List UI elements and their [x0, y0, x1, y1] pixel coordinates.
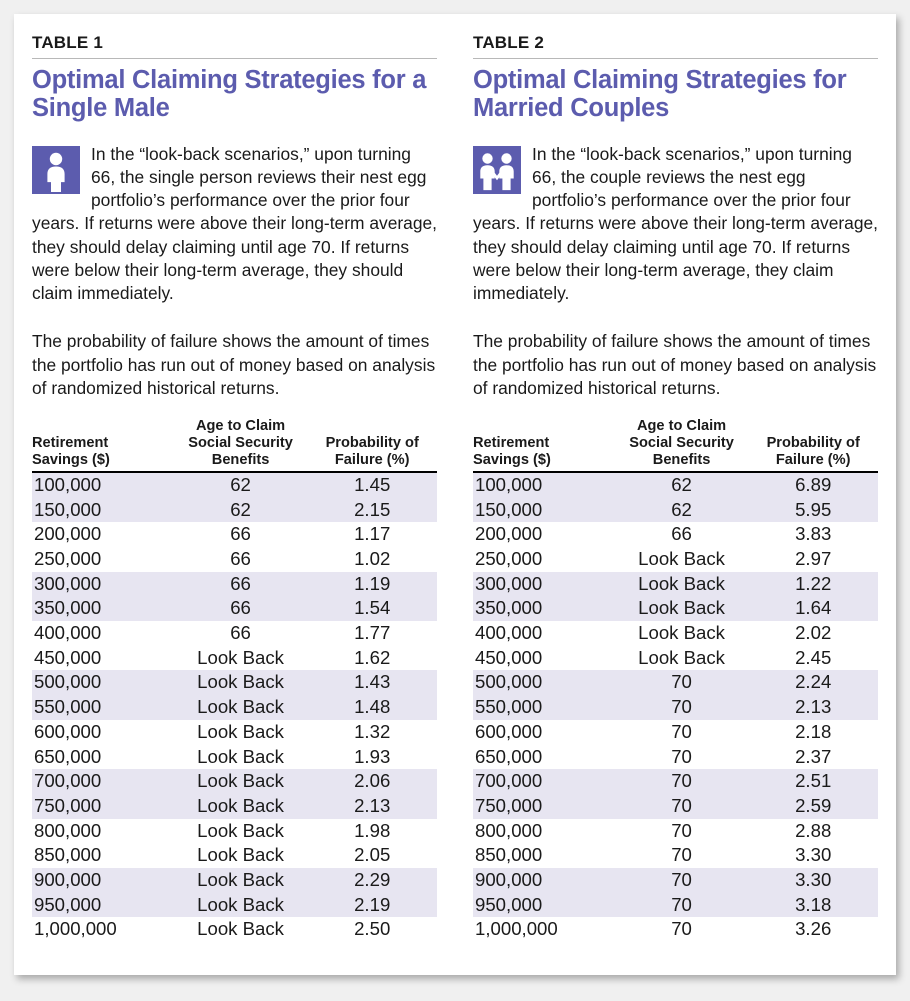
table-row [473, 596, 878, 621]
couple-icon [473, 146, 521, 194]
table-row [32, 744, 437, 769]
single-person-icon [32, 146, 80, 194]
cell-probability-of-failure: 1.43 [307, 670, 437, 695]
cell-age-to-claim: 66 [671, 523, 692, 545]
cell-probability-of-failure: 1.64 [748, 596, 878, 621]
intro-block-1 [32, 143, 437, 400]
cell-age-to-claim: Look Back [197, 844, 284, 866]
table-header-row [32, 418, 437, 472]
header-line: Savings ($) [473, 451, 551, 468]
table-row [473, 819, 878, 844]
table-row [32, 670, 437, 695]
header-line: Retirement [32, 435, 109, 452]
intro-paragraph-2b: The probability of failure shows the amount of times the portfolio has run out of money based on analysis of randomized historical returns. [473, 331, 877, 398]
cell-probability-of-failure: 2.13 [307, 794, 437, 819]
cell-probability-of-failure: 1.93 [354, 745, 391, 767]
table-row [32, 472, 437, 498]
cell-probability-of-failure: 3.26 [795, 918, 832, 940]
cell-age-to-claim: 62 [615, 498, 749, 523]
claiming-strategies-table-2 [473, 418, 878, 942]
cell-probability-of-failure: 2.05 [354, 844, 391, 866]
table-row [32, 794, 437, 819]
cell-age-to-claim: Look Back [197, 918, 284, 940]
cell-retirement-savings: 800,000 [475, 819, 543, 841]
table-row [32, 572, 437, 597]
table-row [473, 621, 878, 646]
cell-retirement-savings: 350,000 [32, 596, 174, 621]
cell-age-to-claim: Look Back [197, 819, 284, 841]
table-row [473, 547, 878, 572]
cell-retirement-savings: 450,000 [34, 646, 102, 668]
cell-retirement-savings: 500,000 [473, 670, 615, 695]
cell-probability-of-failure: 3.30 [795, 844, 832, 866]
table-row [473, 744, 878, 769]
table-row [32, 917, 437, 942]
cell-age-to-claim: Look Back [638, 622, 725, 644]
cell-retirement-savings: 950,000 [32, 893, 174, 918]
cell-age-to-claim: 66 [230, 523, 251, 545]
cell-retirement-savings: 1,000,000 [475, 918, 558, 940]
cell-retirement-savings: 400,000 [34, 622, 102, 644]
cell-retirement-savings: 550,000 [473, 695, 615, 720]
cell-retirement-savings: 250,000 [475, 548, 543, 569]
cell-age-to-claim: Look Back [638, 548, 725, 569]
cell-retirement-savings: 650,000 [475, 745, 543, 767]
header-probability-of-failure [748, 418, 878, 472]
intro-paragraph-2a: In the “look-back scenarios,” upon turning 66, the couple reviews the nest egg portfolio’s performance over the prior four years. If returns were above their long-term average, they should delay claiming until age 70. If returns were below their long-term average, they claim immediately. [473, 143, 879, 304]
label-divider-1 [32, 58, 437, 59]
header-line: Failure (%) [334, 451, 410, 468]
table-row [473, 868, 878, 893]
cell-probability-of-failure: 2.02 [795, 622, 832, 644]
cell-probability-of-failure: 1.22 [748, 572, 878, 597]
intro-block-2 [473, 143, 878, 400]
cell-retirement-savings: 750,000 [473, 794, 615, 819]
cell-probability-of-failure: 2.88 [795, 819, 832, 841]
cell-probability-of-failure: 2.51 [748, 769, 878, 794]
cell-probability-of-failure: 2.06 [307, 769, 437, 794]
page-card [14, 14, 896, 975]
cell-retirement-savings: 850,000 [34, 844, 102, 866]
table-row [32, 769, 437, 794]
cell-age-to-claim: 70 [671, 720, 692, 742]
table-row [32, 621, 437, 646]
cell-retirement-savings: 450,000 [475, 646, 543, 668]
cell-retirement-savings: 300,000 [32, 572, 174, 597]
cell-age-to-claim: 70 [615, 868, 749, 893]
cell-retirement-savings: 200,000 [34, 523, 102, 545]
cell-retirement-savings: 700,000 [473, 769, 615, 794]
cell-retirement-savings: 200,000 [475, 523, 543, 545]
table-row [473, 720, 878, 745]
cell-age-to-claim: 62 [174, 498, 308, 523]
cell-age-to-claim: Look Back [197, 745, 284, 767]
cell-retirement-savings: 500,000 [32, 670, 174, 695]
table-row [473, 670, 878, 695]
header-line: Retirement [473, 435, 550, 452]
table-column-1 [32, 34, 437, 975]
table-column-2 [473, 34, 878, 975]
table-row [473, 917, 878, 942]
cell-age-to-claim: Look Back [615, 596, 749, 621]
header-line: Savings ($) [32, 451, 110, 468]
table-body-1 [32, 472, 437, 942]
cell-probability-of-failure: 2.97 [795, 548, 832, 569]
cell-retirement-savings: 650,000 [34, 745, 102, 767]
cell-retirement-savings: 900,000 [32, 868, 174, 893]
table-row [473, 472, 878, 498]
cell-age-to-claim: 70 [671, 745, 692, 767]
table-row [32, 843, 437, 868]
header-line: Age to Claim [636, 418, 727, 435]
header-line: Benefits [211, 451, 270, 468]
cell-age-to-claim: Look Back [615, 572, 749, 597]
cell-probability-of-failure: 1.98 [354, 819, 391, 841]
cell-probability-of-failure: 1.54 [307, 596, 437, 621]
header-line: Social Security [188, 435, 293, 452]
table-row [473, 843, 878, 868]
claiming-strategies-table-1 [32, 418, 437, 942]
cell-retirement-savings: 150,000 [32, 498, 174, 523]
table-row [32, 720, 437, 745]
cell-probability-of-failure: 2.18 [795, 720, 832, 742]
header-line: Social Security [629, 435, 734, 452]
cell-age-to-claim: 70 [671, 819, 692, 841]
header-line: Age to Claim [195, 418, 286, 435]
cell-age-to-claim: 70 [615, 670, 749, 695]
cell-age-to-claim: 62 [174, 472, 308, 498]
cell-probability-of-failure: 3.83 [795, 523, 832, 545]
cell-retirement-savings: 550,000 [32, 695, 174, 720]
cell-age-to-claim: 66 [174, 596, 308, 621]
table-row [32, 893, 437, 918]
table-row [473, 498, 878, 523]
cell-age-to-claim: Look Back [174, 695, 308, 720]
table-row [473, 794, 878, 819]
cell-retirement-savings: 100,000 [473, 472, 615, 498]
two-column-layout [14, 14, 896, 975]
cell-probability-of-failure: 3.18 [748, 893, 878, 918]
table-row [473, 769, 878, 794]
cell-probability-of-failure: 3.30 [748, 868, 878, 893]
intro-paragraph-1b: The probability of failure shows the amount of times the portfolio has run out of money based on analysis of randomized historical returns. [32, 331, 436, 398]
cell-age-to-claim: Look Back [197, 646, 284, 668]
header-age-to-claim [174, 418, 308, 472]
cell-probability-of-failure: 1.32 [354, 720, 391, 742]
header-retirement-savings [473, 418, 615, 472]
cell-probability-of-failure: 2.59 [748, 794, 878, 819]
table-label-1: TABLE 1 [32, 33, 103, 52]
table-row [473, 646, 878, 671]
cell-probability-of-failure: 1.62 [354, 646, 391, 668]
cell-retirement-savings: 400,000 [475, 622, 543, 644]
table-row [32, 547, 437, 572]
cell-age-to-claim: 70 [671, 844, 692, 866]
table-label-2: TABLE 2 [473, 33, 544, 52]
cell-age-to-claim: Look Back [174, 868, 308, 893]
table-title-1: Optimal Claiming Strategies for a Single Male [32, 65, 427, 123]
cell-retirement-savings: 750,000 [32, 794, 174, 819]
cell-age-to-claim: Look Back [197, 720, 284, 742]
table-row [32, 498, 437, 523]
cell-probability-of-failure: 2.13 [748, 695, 878, 720]
cell-retirement-savings: 300,000 [473, 572, 615, 597]
cell-probability-of-failure: 6.89 [748, 472, 878, 498]
cell-age-to-claim: Look Back [174, 769, 308, 794]
cell-age-to-claim: 70 [615, 769, 749, 794]
cell-retirement-savings: 700,000 [32, 769, 174, 794]
cell-retirement-savings: 350,000 [473, 596, 615, 621]
cell-probability-of-failure: 2.19 [307, 893, 437, 918]
cell-probability-of-failure: 2.37 [795, 745, 832, 767]
cell-age-to-claim: 70 [671, 918, 692, 940]
cell-age-to-claim: 66 [230, 548, 251, 569]
table-row [32, 522, 437, 547]
cell-retirement-savings: 800,000 [34, 819, 102, 841]
header-probability-of-failure [307, 418, 437, 472]
cell-probability-of-failure: 1.48 [307, 695, 437, 720]
cell-retirement-savings: 250,000 [34, 548, 102, 569]
cell-probability-of-failure: 1.17 [354, 523, 391, 545]
header-line: Probability of [766, 435, 860, 452]
table-title-2: Optimal Claiming Strategies for Married Couples [473, 65, 847, 123]
label-divider-2 [473, 58, 878, 59]
table-row [32, 819, 437, 844]
cell-probability-of-failure: 2.45 [795, 646, 832, 668]
table-row [473, 695, 878, 720]
table-header-row [473, 418, 878, 472]
table-row [32, 646, 437, 671]
table-row [32, 596, 437, 621]
table-row [32, 868, 437, 893]
cell-age-to-claim: Look Back [174, 794, 308, 819]
cell-age-to-claim: 70 [615, 794, 749, 819]
intro-paragraph-1a: In the “look-back scenarios,” upon turning 66, the single person reviews their nest egg portfolio’s performance over the prior four years. If returns were above their long-term average, they should delay claiming until age 70. If returns were below their long-term average, they should claim immediately. [32, 143, 438, 304]
cell-retirement-savings: 850,000 [475, 844, 543, 866]
table-row [473, 572, 878, 597]
cell-probability-of-failure: 1.19 [307, 572, 437, 597]
cell-probability-of-failure: 2.15 [307, 498, 437, 523]
cell-age-to-claim: Look Back [174, 670, 308, 695]
table-body-2 [473, 472, 878, 942]
cell-probability-of-failure: 1.77 [354, 622, 391, 644]
header-line: Probability of [325, 435, 419, 452]
cell-probability-of-failure: 2.29 [307, 868, 437, 893]
cell-age-to-claim: 66 [174, 572, 308, 597]
cell-retirement-savings: 600,000 [475, 720, 543, 742]
cell-age-to-claim: Look Back [638, 646, 725, 668]
header-age-to-claim [615, 418, 749, 472]
table-row [473, 893, 878, 918]
cell-retirement-savings: 950,000 [473, 893, 615, 918]
cell-retirement-savings: 900,000 [473, 868, 615, 893]
cell-probability-of-failure: 2.24 [748, 670, 878, 695]
cell-age-to-claim: 66 [230, 622, 251, 644]
cell-probability-of-failure: 5.95 [748, 498, 878, 523]
table-row [32, 695, 437, 720]
cell-retirement-savings: 150,000 [473, 498, 615, 523]
cell-retirement-savings: 1,000,000 [34, 918, 117, 940]
cell-age-to-claim: 70 [615, 893, 749, 918]
header-line: Benefits [652, 451, 711, 468]
cell-probability-of-failure: 2.50 [354, 918, 391, 940]
cell-probability-of-failure: 1.02 [354, 548, 391, 569]
header-line: Failure (%) [775, 451, 851, 468]
cell-age-to-claim: 62 [615, 472, 749, 498]
cell-probability-of-failure: 1.45 [307, 472, 437, 498]
cell-age-to-claim: Look Back [174, 893, 308, 918]
cell-retirement-savings: 100,000 [32, 472, 174, 498]
header-retirement-savings [32, 418, 174, 472]
cell-retirement-savings: 600,000 [34, 720, 102, 742]
cell-age-to-claim: 70 [615, 695, 749, 720]
table-row [473, 522, 878, 547]
